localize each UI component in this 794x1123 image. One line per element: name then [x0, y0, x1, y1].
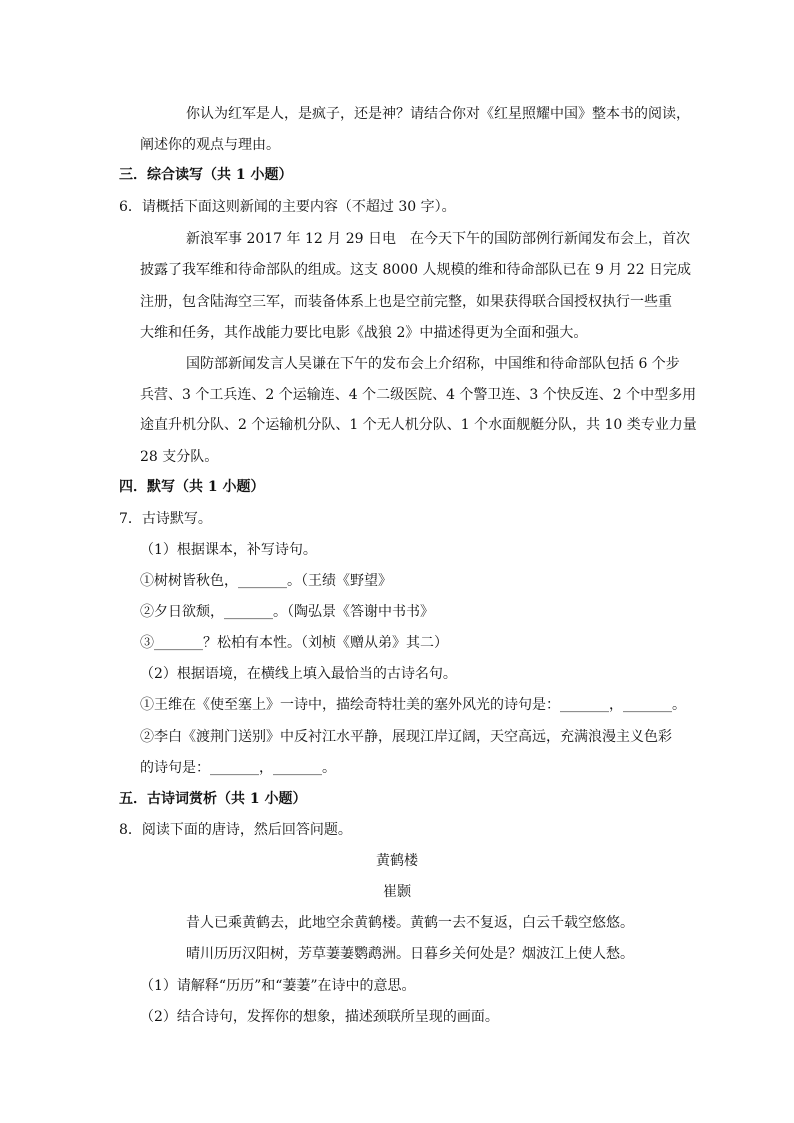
news-paragraph-1-line: 披露了我军维和待命部队的组成。这支 8000 人规模的维和待命部队已在 9 月 22 日完成	[140, 262, 692, 278]
part-2-label: （2）根据语境，在横线上填入最恰当的古诗名句。	[140, 666, 457, 682]
fill-blank-item: ②李白《渡荆门送别》中反衬江水平静，展现江岸辽阔，天空高远，充满浪漫主义色彩	[140, 729, 672, 745]
fill-blank-item: ①王维在《使至塞上》一诗中，描绘奇特壮美的塞外风光的诗句是：_______，_______。	[140, 697, 686, 713]
poem-line: 昔人已乘黄鹤去，此地空余黄鹤楼。黄鹤一去不复返，白云千载空悠悠。	[186, 915, 634, 931]
intro-line-1: 你认为红军是人，是疯子，还是神？请结合你对《红星照耀中国》整本书的阅读，	[186, 106, 690, 122]
question-8-prompt: 8．阅读下面的唐诗，然后回答问题。	[119, 822, 352, 838]
news-paragraph-2-line: 途直升机分队、2 个运输机分队、1 个无人机分队、1 个水面舰艇分队，共 10 类专业力量	[140, 417, 697, 433]
question-7-prompt: 7．古诗默写。	[119, 511, 212, 527]
section-4-heading: 四．默写（共 1 小题）	[119, 479, 265, 495]
fill-blank-item-continued: 的诗句是：_______，_______。	[140, 760, 336, 776]
part-1-label: （1）根据课本，补写诗句。	[140, 542, 317, 558]
question-6-prompt: 6．请概括下面这则新闻的主要内容（不超过 30 字）。	[119, 199, 456, 215]
sub-question-2: （2）结合诗句，发挥你的想象，描述颈联所呈现的画面。	[140, 1009, 499, 1025]
news-paragraph-2-line: 兵营、3 个工兵连、2 个运输连、4 个二级医院、4 个警卫连、3 个快反连、2 个中型多用	[140, 387, 697, 403]
fill-blank-item: ②夕日欲颓，_______。（陶弘景《答谢中书书》	[140, 604, 434, 620]
fill-blank-item: ①树树皆秋色，_______。（王绩《野望》	[140, 573, 392, 589]
section-5-heading: 五．古诗词赏析（共 1 小题）	[119, 791, 307, 807]
news-paragraph-1-line: 新浪军事 2017 年 12 月 29 日电 在今天下午的国防部例行新闻发布会上，首次	[186, 231, 690, 247]
poem-author: 崔颢	[383, 884, 411, 900]
section-3-heading: 三．综合读写（共 1 小题）	[119, 167, 293, 183]
poem-title: 黄鹤楼	[376, 853, 418, 869]
news-paragraph-2-line: 国防部新闻发言人吴谦在下午的发布会上介绍称，中国维和待命部队包括 6 个步	[186, 356, 680, 372]
news-paragraph-2-line: 28 支分队。	[140, 449, 219, 465]
poem-line: 晴川历历汉阳树，芳草萋萋鹦鹉洲。日暮乡关何处是？烟波江上使人愁。	[186, 946, 634, 962]
news-paragraph-1-line: 大维和任务，其作战能力要比电影《战狼 2》中描述得更为全面和强大。	[140, 325, 588, 341]
news-paragraph-1-line: 注册，包含陆海空三军，而装备体系上也是空前完整，如果获得联合国授权执行一些重	[140, 294, 672, 310]
intro-line-2: 阐述你的观点与理由。	[140, 137, 280, 153]
fill-blank-item: ③_______？松柏有本性。（刘桢《赠从弟》其二）	[140, 635, 448, 651]
sub-question-1: （1）请解释“历历”和“萋萋”在诗中的意思。	[140, 978, 416, 994]
